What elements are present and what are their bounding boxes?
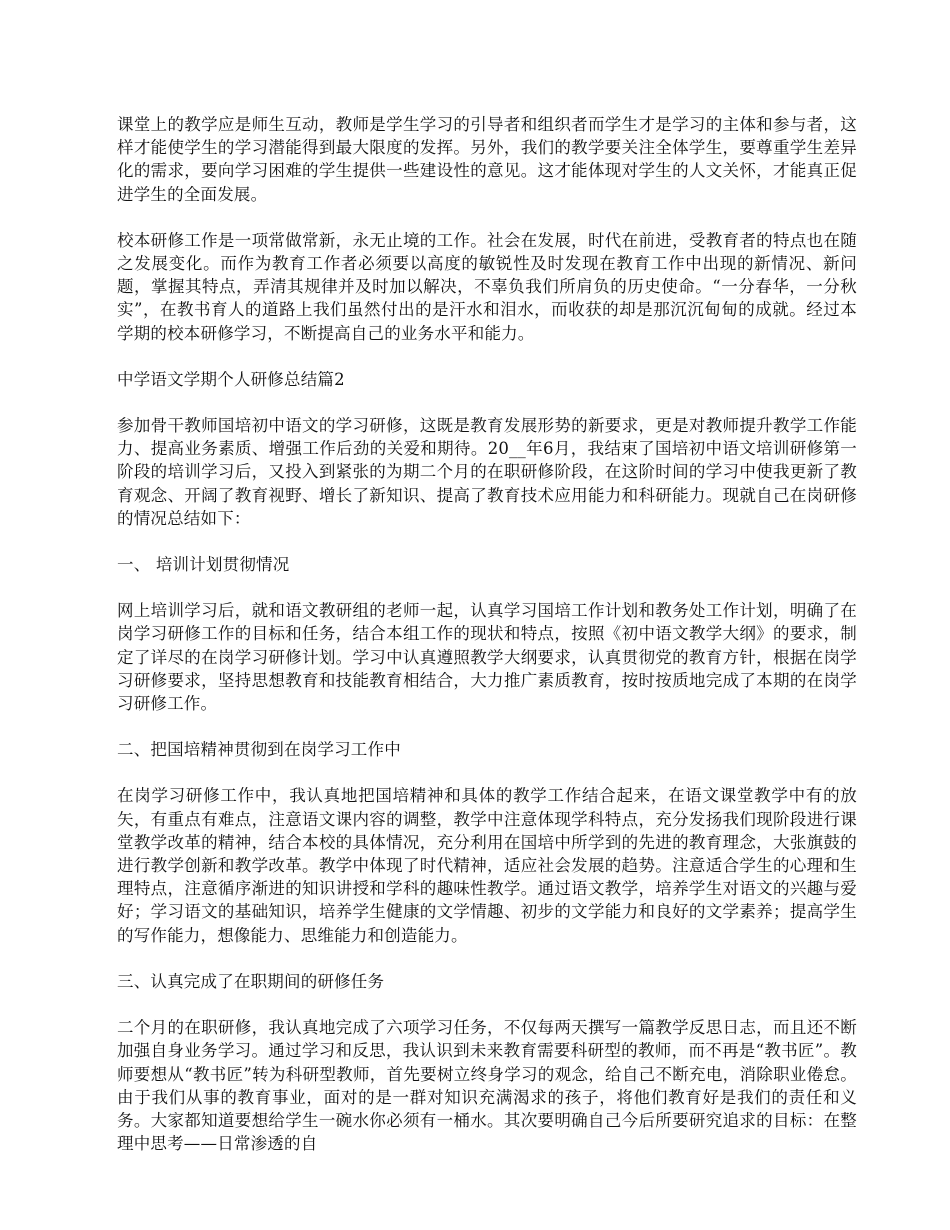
paragraph-training-plan: 网上培训学习后，就和语文教研组的老师一起，认真学习国培工作计划和教务处工作计划，明确了在岗学习研修工作的目标和任务，结合本组工作的现状和特点，按照《初中语文教学大纲》的要求，制定了详尽的在岗学习研修计划。学习中认真遵照教学大纲要求，认真贯彻党的教育方针，根据在岗学习研修要求，坚持思想教育和技能教育相结合，大力推广素质教育，按时按质地完成了本期的在岗学习研修工作。 [117, 601, 857, 714]
heading-complete-tasks: 三、认真完成了在职期间的研修任务 [117, 971, 385, 991]
paragraph-implement-spirit: 在岗学习研修工作中，我认真地把国培精神和具体的教学工作结合起来，在语文课堂教学中有的放矢，有重点有难点，注意语文课内容的调整，教学中注意体现学科特点，充分发扬我们现阶段进行课堂教学改革的精神，结合本校的具体情况，充分利用在国培中所学到的先进的教育理念，大张旗鼓的进行教学创新和教学改革。教学中体现了时代精神，适应社会发展的趋势。注意适合学生的心理和生理特点，注意循序渐进的知识讲授和学科的趣味性教学。通过语文教学，培养学生对语文的兴趣与爱好；学习语文的基础知识，培养学生健康的文学情趣、初步的文学能力和良好的文学素养；提高学生的写作能力，想像能力、思维能力和创造能力。 [117, 786, 857, 945]
paragraph-teacher-student-interaction: 课堂上的教学应是师生互动，教师是学生学习的引导者和组织者而学生才是学习的主体和参与者，这样才能使学生的学习潜能得到最大限度的发挥。另外，我们的教学要关注全体学生，要尊重学生差异化的需求，要向学习困难的学生提供一些建设性的意见。这才能体现对学生的人文关怀，才能真正促进学生的全面发展。 [117, 115, 857, 204]
paragraph-school-based-training: 校本研修工作是一项常做常新，永无止境的工作。社会在发展，时代在前进，受教育者的特点也在随之发展变化。而作为教育工作者必须要以高度的敏锐性及时发现在教育工作中出现的新情况、新问题，掌握其特点，弄清其规律并及时加以解决，不辜负我们所肩负的历史使命。“一分春华，一分秋实”，在教书育人的道路上我们虽然付出的是汗水和泪水，而收获的却是那沉沉甸甸的成就。经过本学期的校本研修学习，不断提高自己的业务水平和能力。 [117, 230, 857, 343]
section-title-summary-2: 中学语文学期个人研修总结篇2 [117, 369, 345, 389]
paragraph-complete-tasks: 二个月的在职研修，我认真地完成了六项学习任务，不仅每两天撰写一篇教学反思日志，而且还不断加强自身业务学习。通过学习和反思，我认识到未来教育需要科研型的教师，而不再是“教书匠”。教师要想从“教书匠”转为科研型教师，首先要树立终身学习的观念，给自己不断充电，消除职业倦怠。由于我们从事的教育事业，面对的是一群对知识充满渴求的孩子，将他们教育好是我们的责任和义务。大家都知道要想给学生一碗水你必须有一桶水。其次要明确自己今后所要研究追求的目标：在整理中思考——日常渗透的自 [117, 1018, 857, 1154]
paragraph-national-training-intro: 参加骨干教师国培初中语文的学习研修，这既是教育发展形势的新要求，更是对教师提升教学工作能力、提高业务素质、增强工作后劲的关爱和期待。20__年6月，我结束了国培初中语文培训研修第一阶段的培训学习后，又投入到紧张的为期二个月的在职研修阶段，在这阶时间的学习中使我更新了教育观念、开阔了教育视野、增长了新知识、提高了教育技术应用能力和科研能力。现就自己在岗研修的情况总结如下： [117, 416, 857, 528]
document-page [117, 113, 857, 1178]
heading-implement-spirit: 二、把国培精神贯彻到在岗学习工作中 [117, 740, 401, 760]
heading-training-plan: 一、 培训计划贯彻情况 [117, 555, 290, 575]
